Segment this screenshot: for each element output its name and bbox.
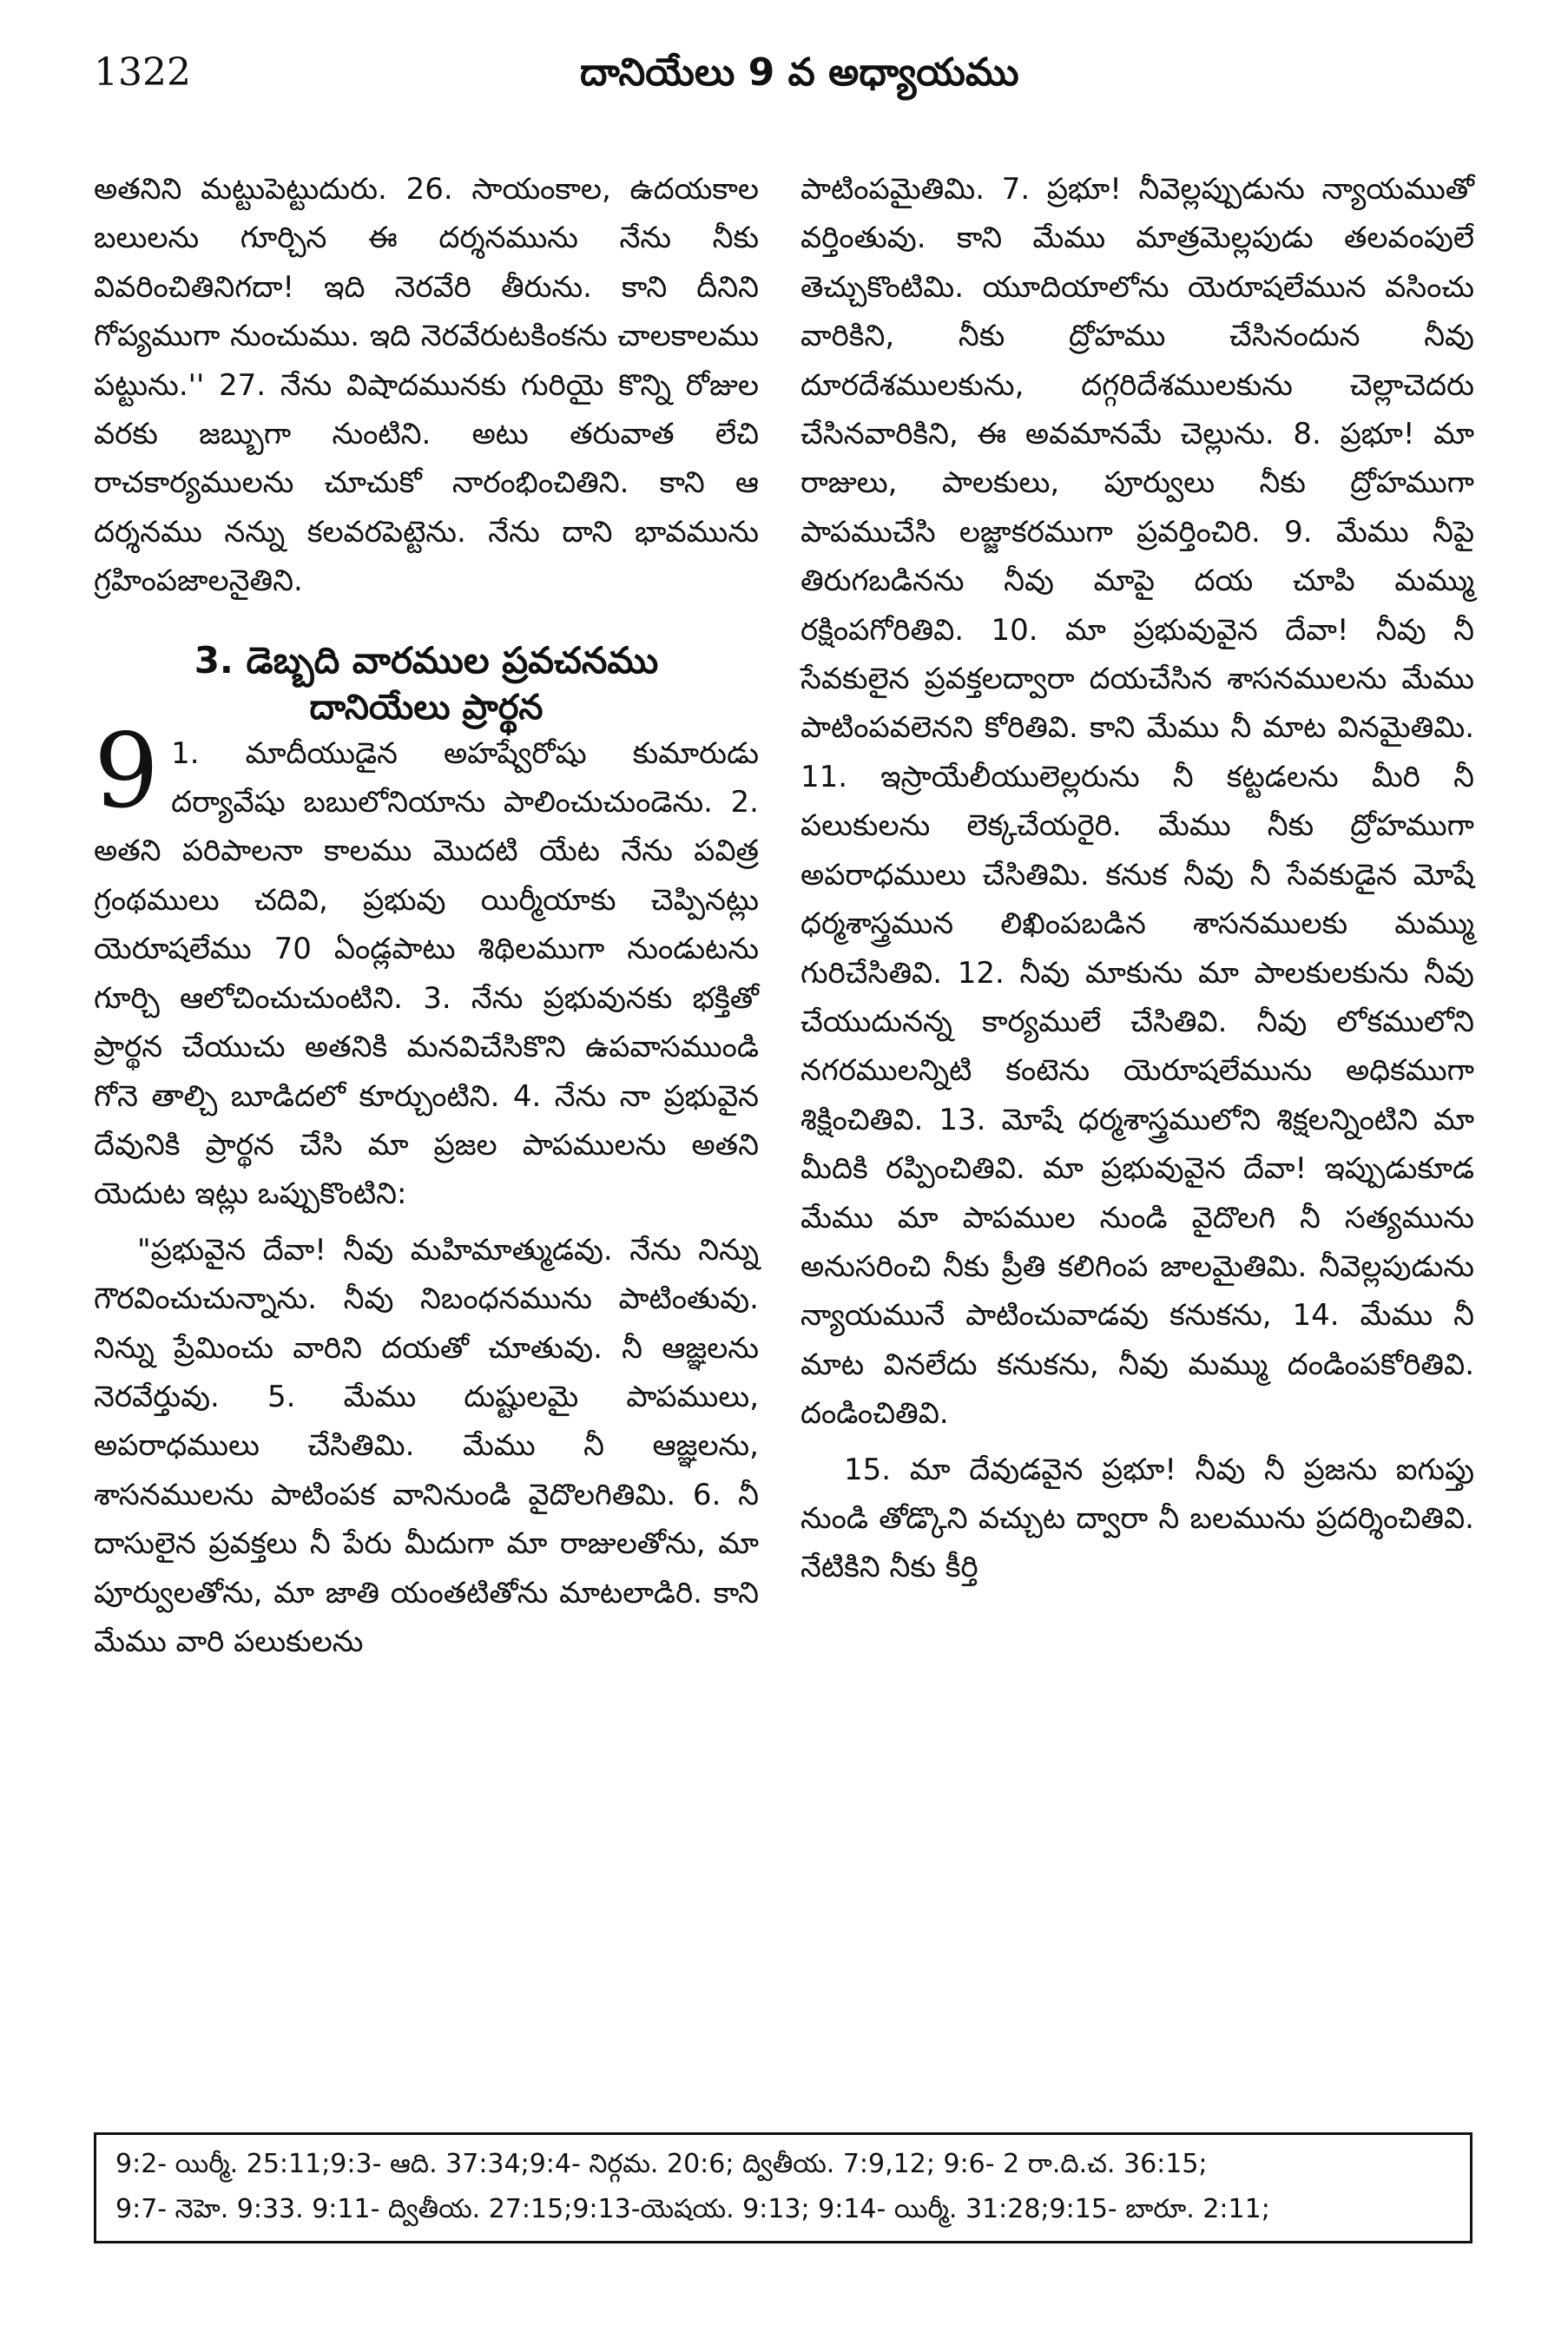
right-paragraph: పాటింపమైతిమి. 7. ప్రభూ! నీవెల్లప్పుడును న్యాయముతో వర్తింతువు. కాని మేము మాత్రమెల్లపుడు తలవంపులే తెచ్చుకొంటిమి. యూదియాలోను యెరూషలేమున వసించు వారికిని, నీకు ద్రోహము చేసినందున నీవు దూరదేశములకును, దగ్గరిదేశములకును చెల్లాచెదరు చేసినవారికిని, ఈ అవమానమే చెల్లును. 8. ప్రభూ! మా రాజులు, పాలకులు, పూర్వులు నీకు ద్రోహముగా పాపముచేసి లజ్జాకరముగా ప్రవర్తించిరి. 9. మేము నీపై తిరుగబడినను నీవు మాపై దయ చూపి మమ్ము రక్షింపగోరితివి. 10. మా ప్రభువువైన దేవా! నీవు నీ సేవకులైన ప్రవక్తలద్వారా దయచేసిన శాసనములను మేము పాటింపవలెనని కోరితివి. కాని మేము నీ మాట వినమైతిమి. 11. ఇస్రాయేలీయులెల్లరును నీ కట్టడలను మీరి నీ పలుకులను లెక్కచేయరైరి. మేము నీకు ద్రోహముగా అపరాధములు చేసితిమి. కనుక నీవు నీ సేవకుడైన మోషే ధర్మశాస్త్రమున లిఖింపబడిన శాసనములకు మమ్ము గురిచేసితివి. 12. నీవు మాకును మా పాలకులకును నీవు చేయుదునన్న కార్యములే చేసితివి. నీవు లోకములోని నగరములన్నిటి కంటెను యెరూషలేమును అధికముగా శిక్షించితివి. 13. మోషే ధర్మశాస్త్రములోని శిక్షలన్నింటిని మా మీదికి రప్పించితివి. మా ప్రభువువైన దేవా! ఇప్పుడుకూడ మేము మా పాపముల నుండి వైదొలగి నీ సత్యమును అనుసరించి నీకు ప్రీతి కలిగింప జాలమైతిమి. నీవెల్లపుడును న్యాయమునే పాటించువాడవు కనుకను, 14. మేము నీ మాట వినలేదు కనుకను, నీవు మమ్ము దండింపకోరితివి. దండించితివి. [800,172,1474,1432]
chapter-title: దానియేలు 9 వ అధ్యాయము [580,50,1019,95]
chapter-drop-number: 9 [94,710,160,831]
prayer-paragraph: "ప్రభువైన దేవా! నీవు మహిమాత్ముడవు. నేను నిన్ను గౌరవించుచున్నాను. నీవు నిబంధనమును పాటింతువు. నిన్ను ప్రేమించు వారిని దయతో చూతువు. నీ ఆజ్ఞలను నెరవేర్తువు. 5. మేము దుష్టులమై పాపములు, అపరాధములు చేసితిమి. మేము నీ ఆజ్ఞలను, శాసనములను పాటింపక వానినుండి వైదొలగితిమి. 6. నీ దాసులైన ప్రవక్తలు నీ పేరు మీదుగా మా రాజులతోను, మా పూర్వులతోను, మా జాతి యంతటితోను మాటలాడిరి. కాని మేము వారి పలుకులను [94,1232,759,1659]
footnote-line: 9:7- నెహె. 9:33. 9:11- ద్వితీయ. 27:15;9:13-యెషయ. 9:13; 9:14- యిర్మీ. 31:28;9:15- బారూ. 2:11; [115,2194,1270,2224]
sub-heading: దానియేలు ప్రార్థన [309,687,544,728]
right-last-paragraph: 15. మా దేవుడవైన ప్రభూ! నీవు నీ ప్రజను ఐగుప్తు నుండి తోడ్కొని వచ్చుట ద్వారా నీ బలమును ప్రదర్శించితివి. నేటికిని నీకు కీర్తి [800,1452,1474,1585]
chapter-text: 1. మాదీయుడైన అహష్వేరోషు కుమారుడు దర్యావేషు బబులోనియాను పాలించుచుండెను. 2. అతని పరిపాలనా కాలము మొదటి యేట నేను పవిత్ర గ్రంథములు చదివి, ప్రభువు యిర్మీయాకు చెప్పినట్లు యెరూషలేము 70 ఏండ్లపాటు శిథిలముగా నుండుటను గూర్చి ఆలోచించుచుంటిని. 3. నేను ప్రభువునకు భక్తితో ప్రార్థన చేయుచు అతనికి మనవిచేసికొని ఉపవాసముండి గోనె తాల్చి బూడిదలో కూర్చుంటిని. 4. నేను నా ప్రభువైన దేవునికి ప్రార్థన చేసి మా ప్రజల పాపములను అతని యెదుట ఇట్లు ఒప్పుకొంటిని: [94,735,759,1212]
footnote-line: 9:2- యిర్మీ. 25:11;9:3- ఆది. 37:34;9:4- నిర్గమ. 20:6; ద్వితీయ. 7:9,12; 9:6- 2 రా.ది.చ. 36:15; [115,2149,1208,2179]
section-heading: 3. డెబ్బది వారముల ప్రవచనము [194,638,659,682]
page-header [94,50,1474,120]
chapter-paragraph [94,710,759,1219]
page-number: 1322 [94,50,191,95]
footnote-box [94,2132,1472,2243]
right-column [800,165,1474,1592]
left-column [94,165,759,1666]
intro-paragraph: అతనిని మట్టుపెట్టుదురు. 26. సాయంకాల, ఉదయకాల బలులను గూర్చిన ఈ దర్శనమును నేను నీకు వివరించితినిగదా! ఇది నెరవేరి తీరును. కాని దీనిని గోప్యముగా నుంచుము. ఇది నెరవేరుటకింకను చాలకాలము పట్టును.'' 27. నేను విషాదమునకు గురియై కొన్ని రోజుల వరకు జబ్బుగా నుంటిని. అటు తరువాత లేచి రాచకార్యములను చూచుకో నారంభించితిని. కాని ఆ దర్శనము నన్ను కలవరపెట్టెను. నేను దాని భావమును గ్రహింపజాలనైతిని. [94,172,759,599]
